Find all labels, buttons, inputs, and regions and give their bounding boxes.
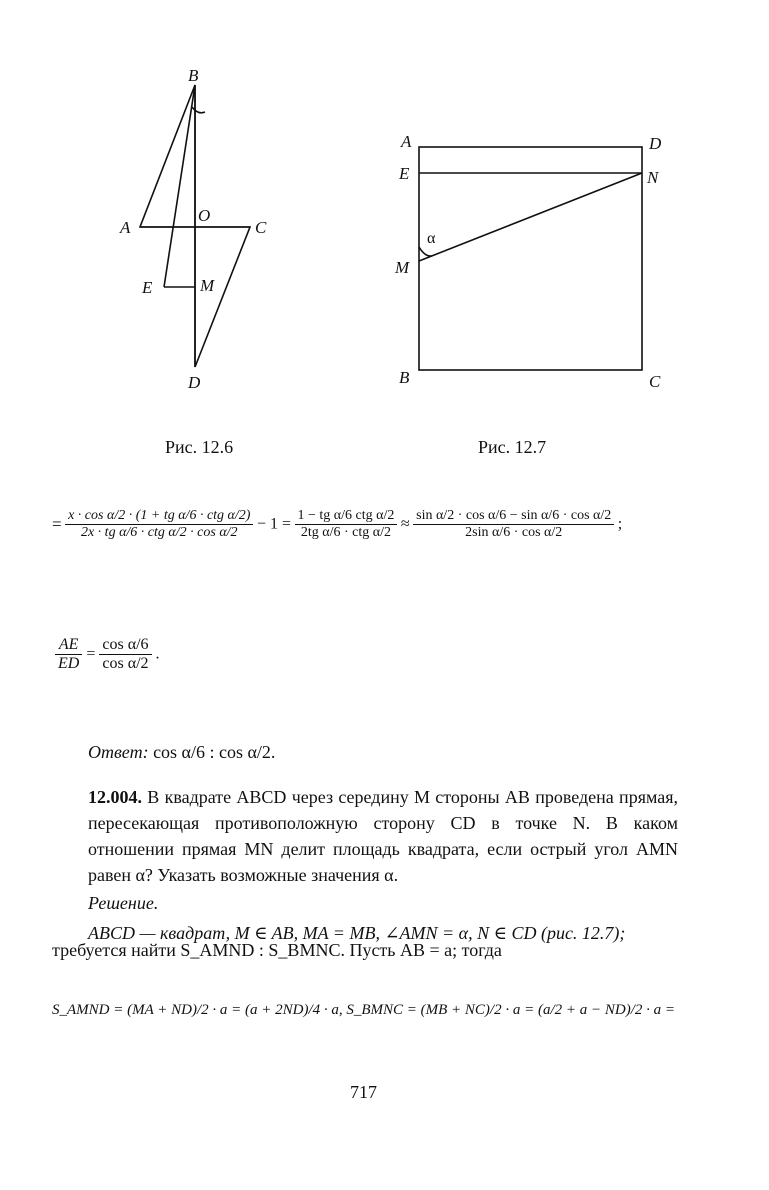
- eq-term3-denominator: 2sin α/6 · cos α/2: [465, 525, 563, 540]
- caption-fig-12-7: Рис. 12.7: [478, 437, 547, 457]
- solution-label: Решение.: [88, 893, 159, 913]
- label-a: A: [401, 132, 412, 151]
- problem-number: 12.004.: [88, 787, 142, 807]
- answer-label: Ответ:: [88, 742, 149, 762]
- answer-expression: cos α/6 : cos α/2.: [153, 742, 276, 762]
- ratio-rhs: [99, 636, 151, 673]
- label-b: B: [399, 368, 410, 387]
- ratio-lhs-denominator: ED: [58, 655, 80, 672]
- equation-main: [52, 508, 622, 541]
- label-n: N: [647, 168, 659, 187]
- solution-find: требуется найти S_AMND : S_BMNC. Пусть AB = a; тогда: [52, 940, 502, 960]
- caption-fig-12-6: Рис. 12.6: [165, 437, 234, 457]
- segment-be: [164, 85, 195, 287]
- label-c: C: [255, 218, 267, 237]
- eq-approx: ≈: [400, 515, 410, 533]
- eq-term3: [413, 508, 614, 541]
- segment-mn: [419, 173, 642, 261]
- eq-term3-numerator: sin α/2 · cos α/6 − sin α/6 · cos α/2: [413, 508, 614, 525]
- eq-term2: [295, 508, 398, 541]
- eq-term2-numerator: 1 − tg α/6 ctg α/2: [295, 508, 398, 525]
- problem-text: В квадрате ABCD через середину M стороны AB проведена прямая, пересекающая противоположную сторону CD в точке N. В каком отношении прямая MN делит площадь квадрата, если острый угол AMN равен α? Указать возможные значения α.: [88, 787, 679, 885]
- eq-term1-denominator: 2x · tg α/6 · ctg α/2 · cos α/2: [80, 525, 238, 540]
- ratio-lhs-numerator: AE: [55, 636, 82, 655]
- label-d: D: [188, 373, 201, 392]
- ratio-eq: =: [86, 645, 96, 663]
- eq-term1-numerator: x · cos α/2 · (1 + tg α/6 · ctg α/2): [65, 508, 253, 525]
- label-d: D: [649, 134, 662, 153]
- label-o: O: [198, 206, 211, 225]
- label-m: M: [200, 276, 215, 295]
- area-formula: S_AMND = (MA + ND)/2 · a = (a + 2ND)/4 · a, S_BMNC = (MB + NC)/2 · a = (a/2 + a − ND)/2 · a =: [52, 1002, 675, 1018]
- answer-line: [88, 742, 275, 763]
- eq-term1: [65, 508, 253, 541]
- figure-12-7: [385, 125, 685, 400]
- label-e: E: [142, 278, 153, 297]
- ratio-lhs: [55, 636, 82, 673]
- problem-block: [88, 784, 678, 946]
- page-number: 717: [350, 1082, 377, 1102]
- problem-statement: [88, 784, 678, 888]
- square-abcd: [419, 147, 642, 370]
- ratio-end: .: [155, 645, 160, 663]
- label-e: E: [399, 164, 410, 183]
- eq-lead: =: [52, 514, 62, 534]
- label-alpha: α: [427, 230, 436, 247]
- solution-given: ABCD — квадрат, M ∈ AB, MA = MB, ∠AMN = α, N ∈ CD (рис. 12.7);: [88, 923, 626, 943]
- eq-end: ;: [617, 515, 623, 533]
- ratio-rhs-numerator: cos α/6: [99, 636, 151, 655]
- equation-ratio: [55, 636, 160, 673]
- eq-term2-denominator: 2tg α/6 · ctg α/2: [300, 525, 391, 540]
- figure-12-6: [100, 55, 300, 400]
- eq-minus-one: − 1 =: [256, 515, 291, 533]
- label-m: M: [395, 258, 410, 277]
- ratio-rhs-denominator: cos α/2: [102, 655, 149, 672]
- angle-arc-m: [419, 247, 432, 256]
- label-b: B: [188, 66, 199, 85]
- label-a: A: [120, 218, 131, 237]
- label-c: C: [649, 372, 661, 391]
- angle-arc-b: [192, 107, 205, 113]
